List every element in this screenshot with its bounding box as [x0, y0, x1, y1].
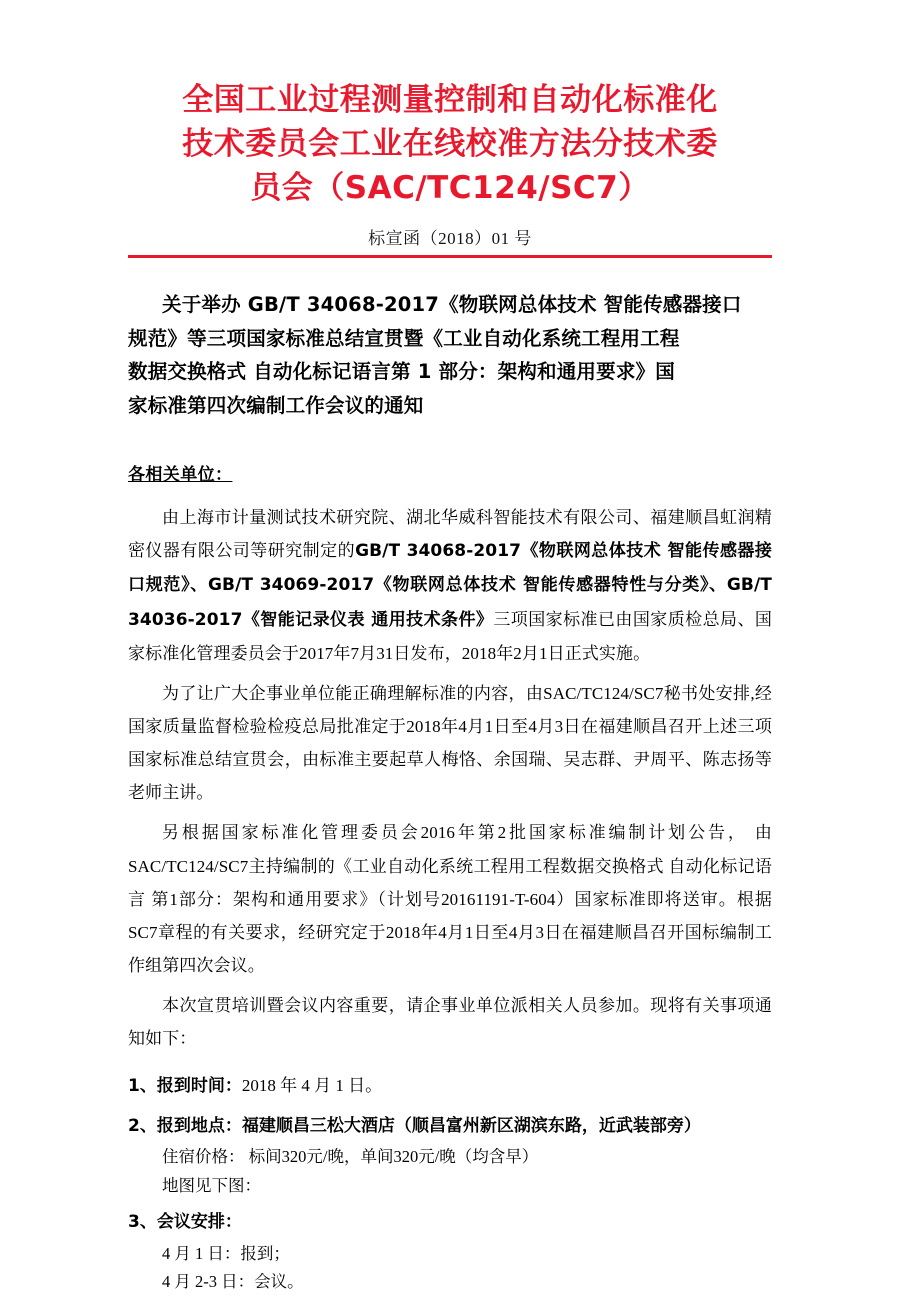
paragraph-2	[128, 677, 772, 810]
item-1-head	[128, 1069, 772, 1103]
item-meeting-schedule	[128, 1206, 772, 1297]
item-3-sub-1: 4 月 1 日：报到；	[162, 1243, 290, 1263]
salutation: 各相关单位：	[128, 465, 233, 486]
letterhead-line-1: 全国工业过程测量控制和自动化标准化	[182, 82, 718, 118]
paragraph-2-seg-1: 为了让广大企事业单位能正确理解标准的内容，由SAC/TC124/SC7秘书处安排,经国家质量监督检验检疫总局批准定于2018年4月1日至4月3日在福建顺昌召开上述三项国家标准总结宣贯会，由标准主要起草人梅恪、余国瑞、吴志群、尹周平、陈志扬等老师主讲。	[128, 683, 772, 803]
item-2-sub-1: 住宿价格： 标间320元/晚，单间320元/晚（均含早）	[162, 1146, 539, 1166]
item-2-value: 福建顺昌三松大酒店（顺昌富州新区湖滨东路，近武装部旁）	[241, 1115, 701, 1136]
letterhead-line-3: 员会（SAC/TC124/SC7）	[250, 170, 650, 207]
title-line-4: 家标准第四次编制工作会议的通知	[128, 393, 424, 417]
item-3-label: 3、会议安排：	[128, 1212, 242, 1233]
paragraph-4-seg-1: 本次宣贯培训暨会议内容重要，请企事业单位派相关人员参加。现将有关事项通知如下：	[128, 996, 772, 1049]
title-line-3: 数据交换格式 自动化标记语言第 1 部分：架构和通用要求》国	[128, 360, 675, 384]
document-title	[128, 288, 772, 422]
paragraph-3-seg-1: 另根据国家标准化管理委员会2016年第2批国家标准编制计划公告， 由SAC/TC124/SC7主持编制的《工业自动化系统工程用工程数据交换格式 自动化标记语言 第1部分：架构和通用要求》（计划号20161191-T-604）国家标准即将送审。根据SC7章程的有关要求，经研究定于2018年4月1日至4月3日在福建顺昌召开国标编制工作组第四次会议。	[128, 823, 772, 975]
item-2-label: 2、报到地点：	[128, 1115, 242, 1136]
item-2-head	[128, 1110, 772, 1143]
paragraph-1	[128, 501, 772, 670]
notice-items	[128, 1069, 772, 1297]
header-divider	[128, 255, 772, 258]
letterhead	[128, 78, 772, 210]
item-2-sub-2: 地图见下图：	[162, 1175, 261, 1195]
document-number: 标宣函（2018）01 号	[368, 229, 532, 249]
title-line-2: 规范》等三项国家标准总结宣贯暨《工业自动化系统工程用工程	[128, 326, 680, 350]
item-report-time	[128, 1069, 772, 1103]
paragraph-1-seg-2: GB/T 34068-2017《物联网总体技术 智能传感器接口规范》、GB/T 34069-2017《物联网总体技术 智能传感器特性与分类》、GB/T 34036-2017《智能记录仪表 通用技术条件》	[128, 541, 772, 630]
item-3-sub-2: 4 月 2-3 日：会议。	[162, 1272, 304, 1292]
title-line-1: 关于举办 GB/T 34068-2017《物联网总体技术 智能传感器接口	[162, 293, 742, 317]
paragraph-1-seg-1: 由上海市计量测试技术研究院、湖北华威科智能技术有限公司、福建顺昌虹润精密仪器有限公司等研究制定的	[128, 508, 772, 561]
item-1-label: 1、报到时间：	[128, 1076, 242, 1097]
item-3-head	[128, 1206, 772, 1239]
body-text	[128, 501, 772, 1055]
item-1-value: 2018 年 4 月 1 日。	[241, 1076, 383, 1096]
letterhead-line-2: 技术委员会工业在线校准方法分技术委	[182, 126, 718, 163]
item-report-place	[128, 1110, 772, 1201]
salutation-wrap	[128, 422, 772, 485]
paragraph-3	[128, 816, 772, 982]
paragraph-4	[128, 989, 772, 1055]
paragraph-1-seg-3: 三项国家标准已由国家质检总局、国家标准化管理委员会于2017年7月31日发布，2018年2月1日正式实施。	[128, 609, 772, 663]
